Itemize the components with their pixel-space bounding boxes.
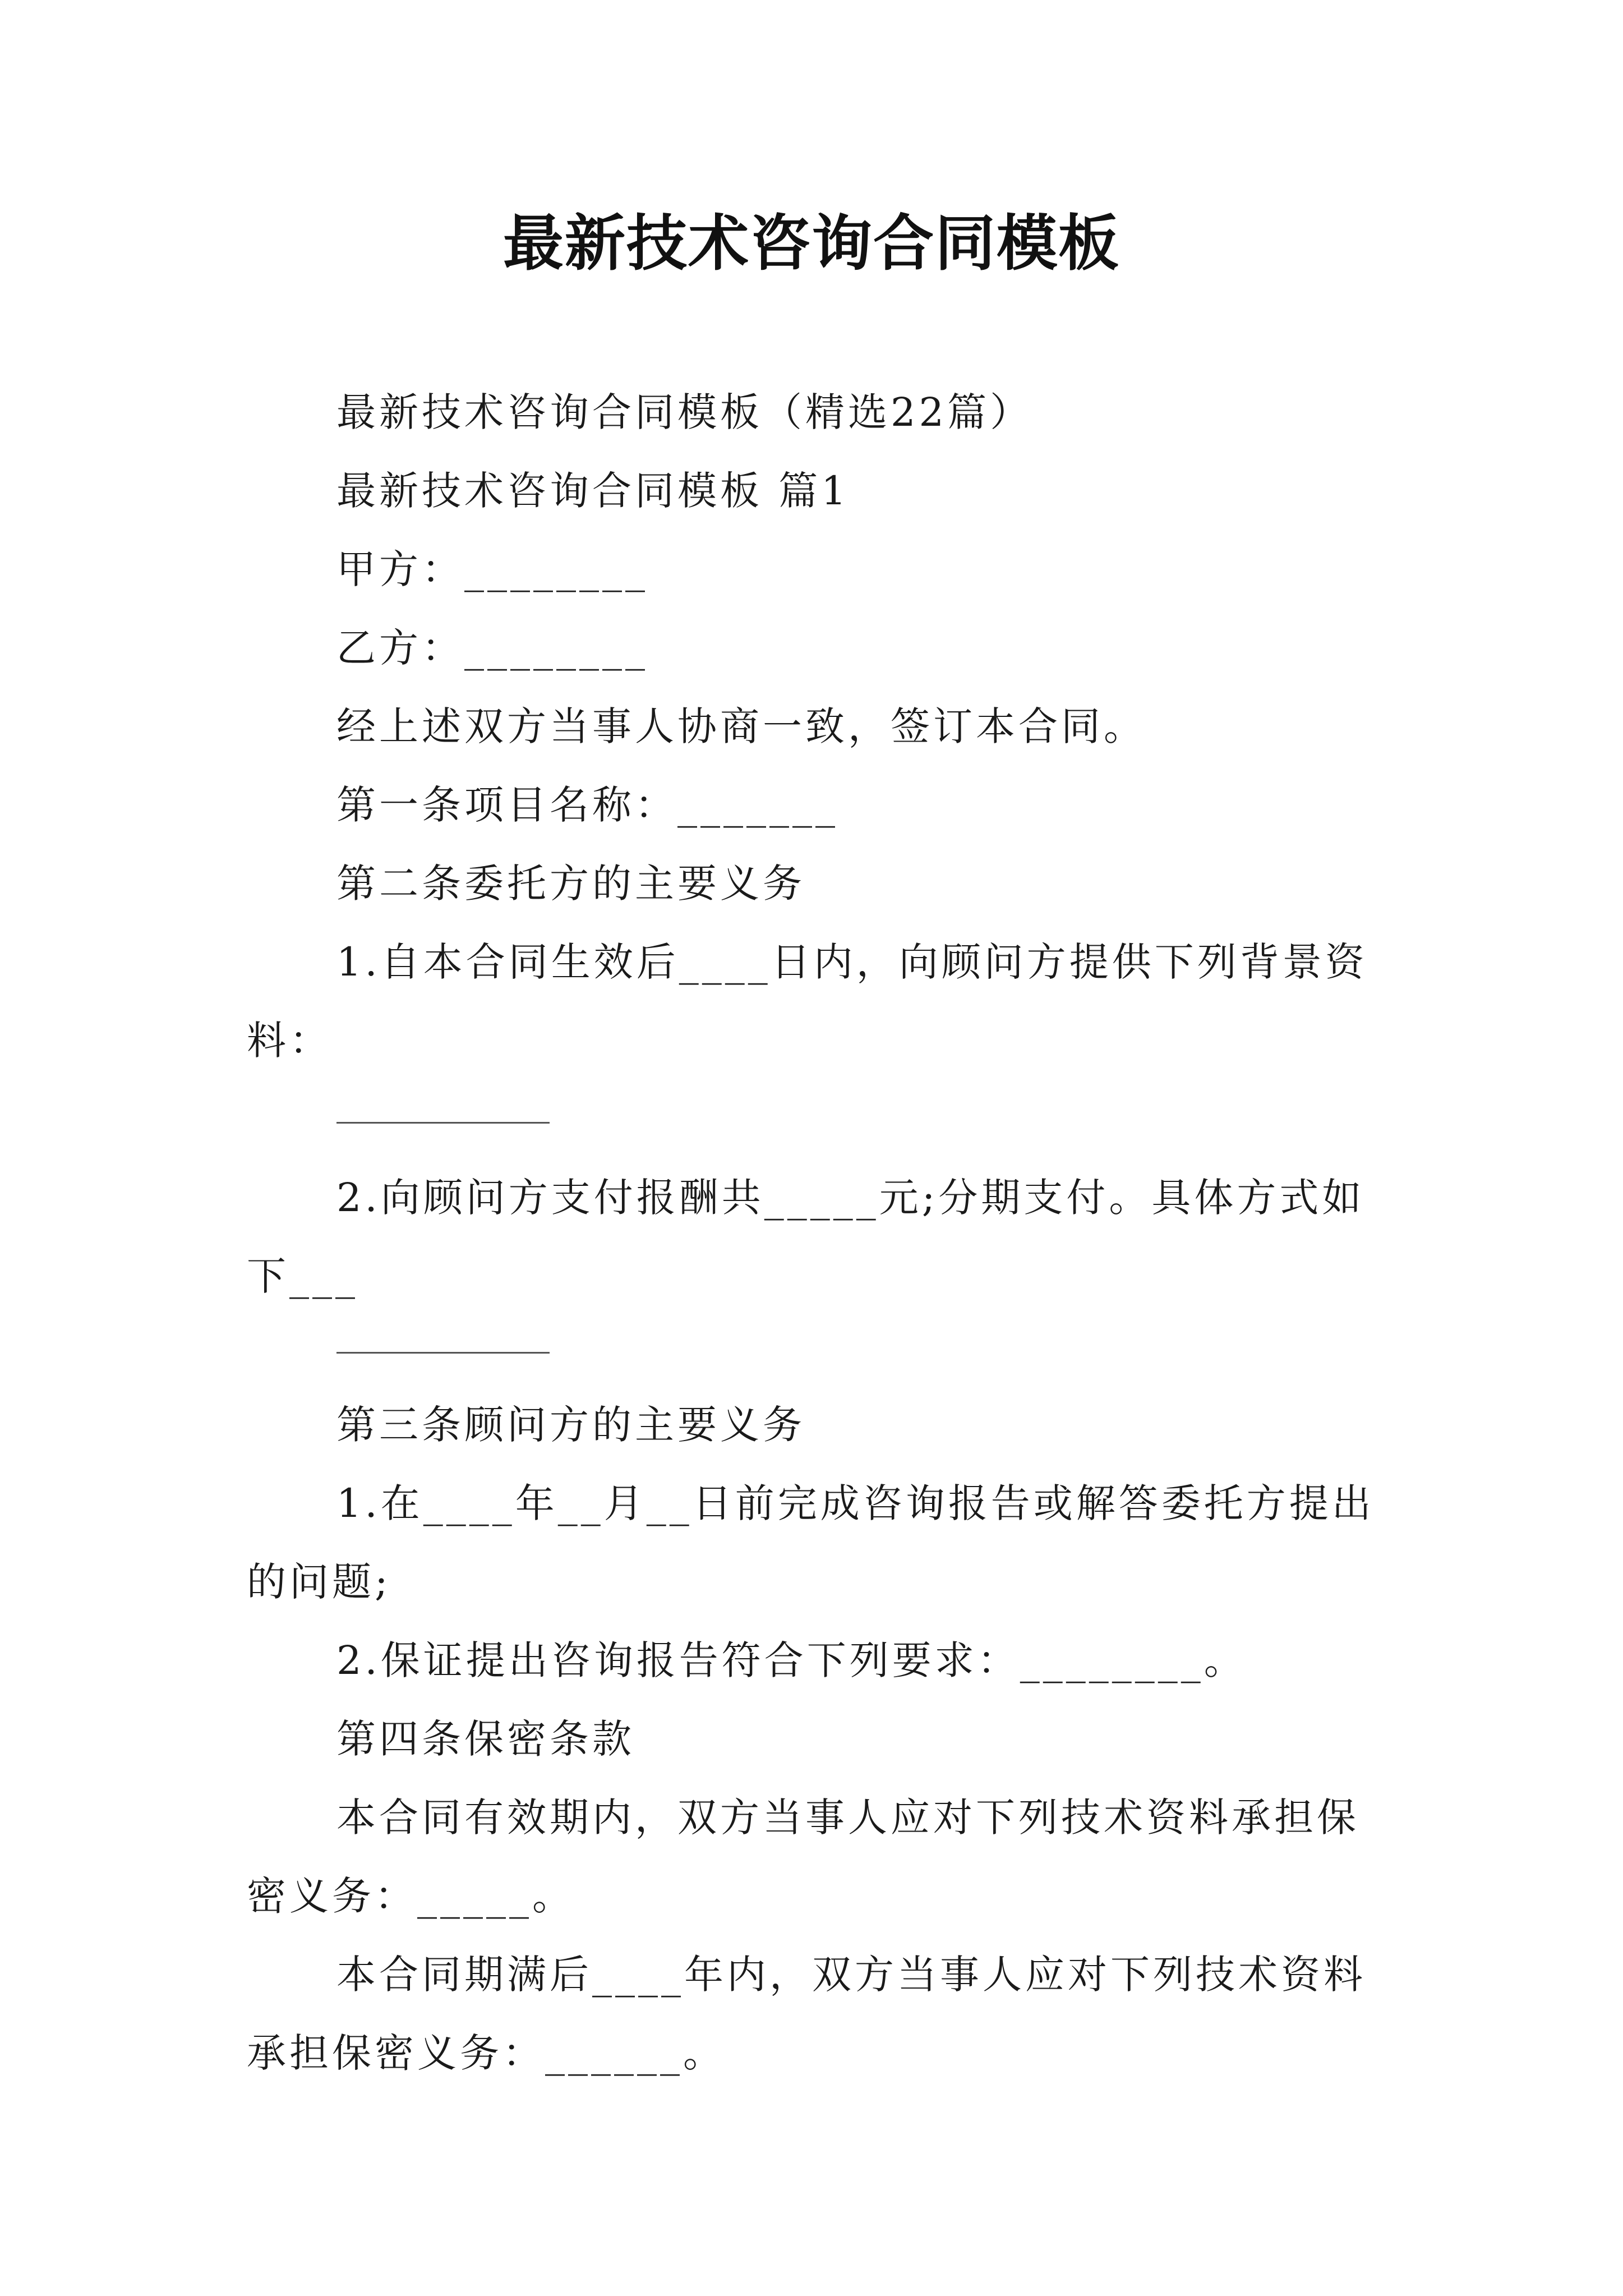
agreement-statement: 经上述双方当事人协商一致，签订本合同。 xyxy=(336,703,1146,749)
article-3-heading: 第三条顾问方的主要义务 xyxy=(336,1402,805,1448)
subtitle: 最新技术咨询合同模板（精选22篇） xyxy=(336,389,1033,435)
article-3-item-1: 1.在____年__月__日前完成咨询报告或解答委托方提出的问题; xyxy=(247,1480,1375,1605)
article-2-item-2: 2.向顾问方支付报酬共_____元;分期支付。具体方式如下___ xyxy=(247,1175,1365,1299)
section-heading: 最新技术咨询合同模板 篇1 xyxy=(336,468,850,514)
article-2-heading: 第二条委托方的主要义务 xyxy=(336,861,805,907)
party-a-line: 甲方：________ xyxy=(336,546,648,592)
article-4-heading: 第四条保密条款 xyxy=(336,1716,635,1762)
article-4-clause-1: 本合同有效期内，双方当事人应对下列技术资料承担保密义务：_____。 xyxy=(247,1795,1359,1919)
article-1: 第一条项目名称：_______ xyxy=(336,782,838,828)
party-b-line: 乙方：________ xyxy=(336,625,648,671)
article-2-item-1: 1.自本合同生效后____日内，向顾问方提供下列背景资料： xyxy=(247,939,1368,1064)
article-3-item-2: 2.保证提出咨询报告符合下列要求：________。 xyxy=(336,1637,1247,1683)
blank-fill-line xyxy=(336,1352,550,1354)
document-title: 最新技术咨询合同模板 xyxy=(502,209,1120,279)
blank-fill-line xyxy=(336,1122,550,1124)
article-4-clause-2: 本合同期满后____年内，双方当事人应对下列技术资料承担保密义务：______。 xyxy=(247,1952,1366,2076)
